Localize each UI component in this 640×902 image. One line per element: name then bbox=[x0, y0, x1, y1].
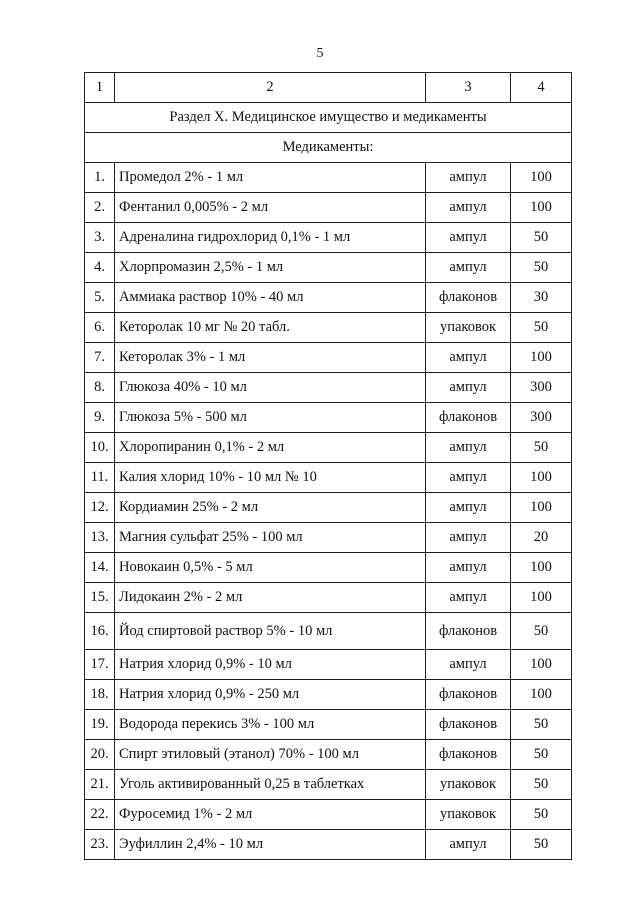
unit-cell: ампул bbox=[426, 373, 511, 403]
subsection-title: Медикаменты: bbox=[85, 133, 572, 163]
medication-name: Глюкоза 5% - 500 мл bbox=[115, 403, 426, 433]
unit-cell: флаконов bbox=[426, 403, 511, 433]
medication-name: Хлорпромазин 2,5% - 1 мл bbox=[115, 253, 426, 283]
row-number: 13. bbox=[85, 523, 115, 553]
quantity-cell: 20 bbox=[511, 523, 572, 553]
quantity-cell: 100 bbox=[511, 583, 572, 613]
quantity-cell: 100 bbox=[511, 493, 572, 523]
section-title: Раздел X. Медицинское имущество и медикаменты bbox=[85, 103, 572, 133]
quantity-cell: 50 bbox=[511, 313, 572, 343]
table-row bbox=[85, 830, 572, 860]
table-row bbox=[85, 313, 572, 343]
medication-name: Натрия хлорид 0,9% - 250 мл bbox=[115, 680, 426, 710]
row-number: 10. bbox=[85, 433, 115, 463]
table-row bbox=[85, 283, 572, 313]
medication-name: Магния сульфат 25% - 100 мл bbox=[115, 523, 426, 553]
row-number: 18. bbox=[85, 680, 115, 710]
quantity-cell: 100 bbox=[511, 193, 572, 223]
table-row bbox=[85, 343, 572, 373]
table-row bbox=[85, 463, 572, 493]
medication-name: Аммиака раствор 10% - 40 мл bbox=[115, 283, 426, 313]
row-number: 21. bbox=[85, 770, 115, 800]
medication-name: Кордиамин 25% - 2 мл bbox=[115, 493, 426, 523]
quantity-cell: 30 bbox=[511, 283, 572, 313]
table-row bbox=[85, 583, 572, 613]
table-row bbox=[85, 493, 572, 523]
row-number: 22. bbox=[85, 800, 115, 830]
quantity-cell: 100 bbox=[511, 553, 572, 583]
table-row bbox=[85, 710, 572, 740]
row-number: 11. bbox=[85, 463, 115, 493]
unit-cell: упаковок bbox=[426, 800, 511, 830]
unit-cell: ампул bbox=[426, 163, 511, 193]
table-header-row bbox=[85, 73, 572, 103]
quantity-cell: 100 bbox=[511, 463, 572, 493]
medication-name: Адреналина гидрохлорид 0,1% - 1 мл bbox=[115, 223, 426, 253]
medication-name: Калия хлорид 10% - 10 мл № 10 bbox=[115, 463, 426, 493]
unit-cell: ампул bbox=[426, 253, 511, 283]
medication-name: Уголь активированный 0,25 в таблетках bbox=[115, 770, 426, 800]
table-row bbox=[85, 223, 572, 253]
table-row bbox=[85, 613, 572, 650]
unit-cell: флаконов bbox=[426, 740, 511, 770]
row-number: 19. bbox=[85, 710, 115, 740]
row-number: 9. bbox=[85, 403, 115, 433]
quantity-cell: 300 bbox=[511, 373, 572, 403]
row-number: 8. bbox=[85, 373, 115, 403]
row-number: 15. bbox=[85, 583, 115, 613]
row-number: 1. bbox=[85, 163, 115, 193]
row-number: 12. bbox=[85, 493, 115, 523]
row-number: 5. bbox=[85, 283, 115, 313]
quantity-cell: 50 bbox=[511, 253, 572, 283]
table-row bbox=[85, 800, 572, 830]
unit-cell: флаконов bbox=[426, 710, 511, 740]
table-row bbox=[85, 553, 572, 583]
quantity-cell: 100 bbox=[511, 343, 572, 373]
table-row bbox=[85, 163, 572, 193]
page-number: 5 bbox=[316, 46, 324, 61]
quantity-cell: 50 bbox=[511, 710, 572, 740]
row-number: 16. bbox=[85, 613, 115, 650]
quantity-cell: 50 bbox=[511, 433, 572, 463]
unit-cell: упаковок bbox=[426, 313, 511, 343]
quantity-cell: 50 bbox=[511, 770, 572, 800]
table-row bbox=[85, 680, 572, 710]
row-number: 4. bbox=[85, 253, 115, 283]
medication-name: Хлоропиранин 0,1% - 2 мл bbox=[115, 433, 426, 463]
unit-cell: упаковок bbox=[426, 770, 511, 800]
subsection-row bbox=[85, 133, 572, 163]
medication-name: Промедол 2% - 1 мл bbox=[115, 163, 426, 193]
unit-cell: флаконов bbox=[426, 680, 511, 710]
row-number: 20. bbox=[85, 740, 115, 770]
table-row bbox=[85, 770, 572, 800]
row-number: 3. bbox=[85, 223, 115, 253]
header-cell-3: 3 bbox=[426, 73, 511, 103]
quantity-cell: 50 bbox=[511, 800, 572, 830]
unit-cell: флаконов bbox=[426, 613, 511, 650]
quantity-cell: 50 bbox=[511, 830, 572, 860]
unit-cell: ампул bbox=[426, 553, 511, 583]
medication-name: Лидокаин 2% - 2 мл bbox=[115, 583, 426, 613]
row-number: 17. bbox=[85, 650, 115, 680]
unit-cell: ампул bbox=[426, 193, 511, 223]
medication-name: Эуфиллин 2,4% - 10 мл bbox=[115, 830, 426, 860]
table-row bbox=[85, 523, 572, 553]
medication-name: Новокаин 0,5% - 5 мл bbox=[115, 553, 426, 583]
unit-cell: флаконов bbox=[426, 283, 511, 313]
medication-name: Спирт этиловый (этанол) 70% - 100 мл bbox=[115, 740, 426, 770]
table-row bbox=[85, 373, 572, 403]
quantity-cell: 50 bbox=[511, 223, 572, 253]
row-number: 6. bbox=[85, 313, 115, 343]
table-row bbox=[85, 650, 572, 680]
header-cell-2: 2 bbox=[115, 73, 426, 103]
section-row bbox=[85, 103, 572, 133]
quantity-cell: 50 bbox=[511, 613, 572, 650]
unit-cell: ампул bbox=[426, 830, 511, 860]
medication-name: Фуросемид 1% - 2 мл bbox=[115, 800, 426, 830]
unit-cell: ампул bbox=[426, 583, 511, 613]
header-cell-4: 4 bbox=[511, 73, 572, 103]
medication-name: Водорода перекись 3% - 100 мл bbox=[115, 710, 426, 740]
table-row bbox=[85, 740, 572, 770]
medication-name: Натрия хлорид 0,9% - 10 мл bbox=[115, 650, 426, 680]
quantity-cell: 100 bbox=[511, 680, 572, 710]
unit-cell: ампул bbox=[426, 223, 511, 253]
unit-cell: ампул bbox=[426, 433, 511, 463]
medication-name: Йод спиртовой раствор 5% - 10 мл bbox=[115, 613, 426, 650]
row-number: 2. bbox=[85, 193, 115, 223]
medication-name: Кеторолак 10 мг № 20 табл. bbox=[115, 313, 426, 343]
unit-cell: ампул bbox=[426, 493, 511, 523]
table-row bbox=[85, 193, 572, 223]
unit-cell: ампул bbox=[426, 343, 511, 373]
medication-name: Фентанил 0,005% - 2 мл bbox=[115, 193, 426, 223]
unit-cell: ампул bbox=[426, 463, 511, 493]
row-number: 23. bbox=[85, 830, 115, 860]
quantity-cell: 100 bbox=[511, 163, 572, 193]
quantity-cell: 100 bbox=[511, 650, 572, 680]
quantity-cell: 50 bbox=[511, 740, 572, 770]
header-cell-1: 1 bbox=[85, 73, 115, 103]
table-row bbox=[85, 433, 572, 463]
row-number: 7. bbox=[85, 343, 115, 373]
unit-cell: ампул bbox=[426, 523, 511, 553]
unit-cell: ампул bbox=[426, 650, 511, 680]
table-row bbox=[85, 253, 572, 283]
table-row bbox=[85, 403, 572, 433]
quantity-cell: 300 bbox=[511, 403, 572, 433]
row-number: 14. bbox=[85, 553, 115, 583]
medications-table bbox=[84, 72, 572, 860]
medication-name: Кеторолак 3% - 1 мл bbox=[115, 343, 426, 373]
medication-name: Глюкоза 40% - 10 мл bbox=[115, 373, 426, 403]
